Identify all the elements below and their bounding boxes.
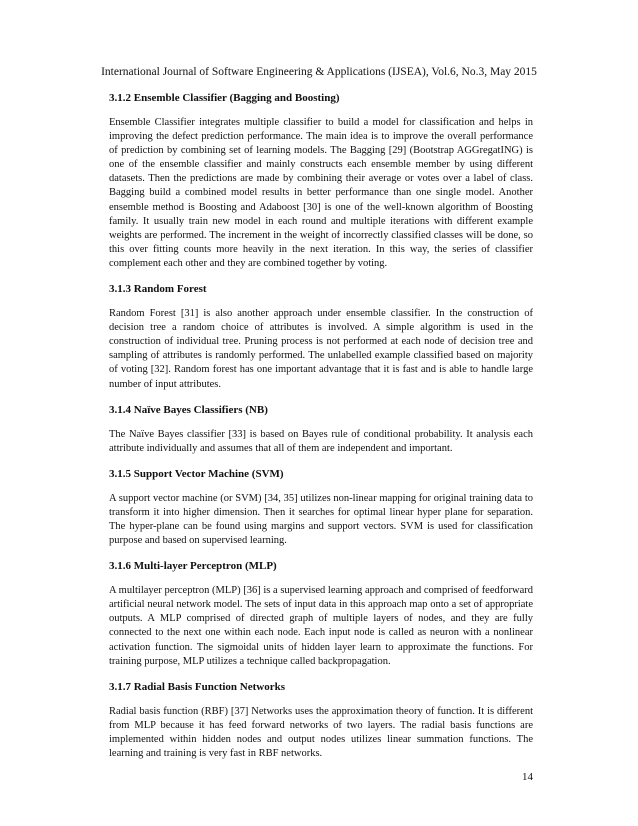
section-heading: 3.1.4 Naïve Bayes Classifiers (NB) [109, 403, 268, 416]
section-random-forest [109, 282, 533, 392]
section-paragraph: The Naïve Bayes classifier [33] is based on Bayes rule of conditional probability. It analysis each attribute individually and assumes that all of them are independent and important. [109, 428, 533, 454]
page-number: 14 [522, 771, 533, 783]
section-paragraph: Radial basis function (RBF) [37] Networks uses the approximation theory of function. It is different from MLP because it has feed forward networks of two layers. The radial basis functions are implemented within hidden nodes and output nodes utilizes linear summation functions. The learning and training is very fast in RBF networks. [109, 705, 533, 759]
section-ensemble-classifier [109, 91, 533, 271]
page-body [109, 91, 533, 772]
journal-running-header: International Journal of Software Engineering & Applications (IJSEA), Vol.6, No.3, May 2015 [101, 66, 537, 78]
section-heading: 3.1.5 Support Vector Machine (SVM) [109, 467, 284, 480]
section-paragraph: Random Forest [31] is also another approach under ensemble classifier. In the construction of decision tree a random choice of attributes is involved. A simple algorithm is used in the construction of individual tree. Pruning process is not performed at each node of decision tree and sampling of attributes is randomly performed. The unlabelled example classified based on majority of voting [32]. Random forest has one important advantage that it is fast and is able to handle large number of input attributes. [109, 308, 533, 390]
section-paragraph: Ensemble Classifier integrates multiple classifier to build a model for classification and helps in improving the defect prediction performance. The main idea is to improve the overall performance of prediction by combining set of learning models. The Bagging [29] (Bootstrap AGGregatING) is one of the ensemble classifier and mainly constructs each ensemble member by using different datasets. Then the predictions are made by combining their average or votes over a label of class. Bagging build a combined model results in better performance than one single model. Another ensemble method is Boosting and Adaboost [30] is one of the well-known algorithm of Boosting family. It usually train new model in each round and multiple iterations with different example weights are performed. The increment in the weight of incorrectly classified classes will be done, so this over fitting counts more heavily in the next iteration. In this way, the series of classifier complement each other and they are combined together by voting. [109, 117, 533, 269]
section-heading: 3.1.6 Multi-layer Perceptron (MLP) [109, 560, 277, 573]
section-heading: 3.1.2 Ensemble Classifier (Bagging and Boosting) [109, 92, 340, 104]
section-heading: 3.1.7 Radial Basis Function Networks [109, 680, 286, 693]
section-rbf-networks [109, 680, 533, 761]
section-naive-bayes [109, 403, 533, 456]
section-mlp [109, 559, 533, 669]
section-svm [109, 467, 533, 548]
section-heading: 3.1.3 Random Forest [109, 283, 207, 296]
section-paragraph: A support vector machine (or SVM) [34, 35] utilizes non-linear mapping for original training data to transform it into higher dimension. Then it searches for optimal linear hyper plane for separation. The hyper-plane can be found using margins and support vectors. SVM is used for classification purpose and based on supervised learning. [109, 492, 533, 547]
section-paragraph: A multilayer perceptron (MLP) [36] is a supervised learning approach and comprised of feedforward artificial neural network model. The sets of input data in this approach map onto a set of appropriate outputs. A MLP comprised of directed graph of multiple layers of nodes, and they are fully connected to the next one within each node. Each input node is called as neuron with a nonlinear activation function. The sigmoidal units of hidden layer learn to approximate the functions. For training purpose, MLP utilizes a technique called backpropagation. [109, 585, 533, 667]
